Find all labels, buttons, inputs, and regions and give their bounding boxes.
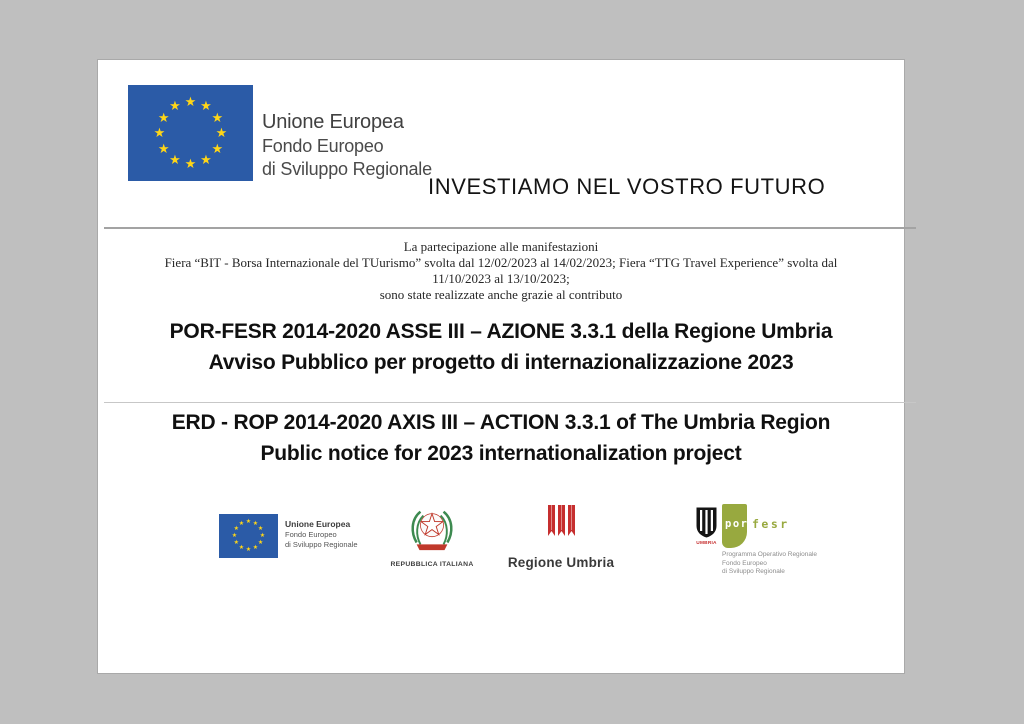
intro-line: sono state realizzate anche grazie al contributo: [379, 287, 623, 302]
eu-star-icon: ★: [252, 544, 259, 551]
footer-porfesr-logo: [696, 504, 861, 590]
document-page: [97, 59, 905, 674]
eu-star-icon: ★: [245, 518, 252, 525]
eu-star-icon: ★: [184, 93, 197, 109]
eu-star-icon: ★: [200, 98, 212, 114]
footer-eu-line1: Unione Europea: [285, 519, 351, 529]
eu-star-icon: ★: [169, 151, 181, 167]
footer-eu-logo: [219, 513, 394, 565]
divider-line-middle: [104, 402, 916, 403]
intro-paragraph: [98, 239, 904, 303]
eu-star-icon: ★: [233, 539, 240, 546]
eu-star-icon: ★: [238, 520, 245, 527]
eu-star-icon: ★: [231, 532, 238, 539]
footer-regione-umbria-logo: [491, 505, 631, 570]
regione-umbria-label: Regione Umbria: [507, 555, 615, 570]
eu-star-icon: ★: [257, 525, 264, 532]
intro-line: La partecipazione alle manifestazioni: [403, 239, 599, 254]
eu-star-icon: ★: [184, 155, 197, 171]
eu-logo-line2: Fondo Europeo: [262, 136, 384, 156]
title-english: [98, 407, 904, 469]
eu-star-icon: ★: [238, 544, 245, 551]
eu-star-icon: ★: [157, 140, 170, 156]
porfesr-wordmark-por: por: [725, 518, 749, 530]
eu-star-icon: ★: [200, 151, 212, 167]
porfesr-caption-line1: Programma Operativo Regionale: [722, 551, 818, 558]
title-english-line1: ERD - ROP 2014-2020 AXIS III – ACTION 3.3.1 of The Umbria Region: [171, 411, 831, 434]
title-italian: [98, 316, 904, 378]
footer-eu-line2: Fondo Europeo: [285, 530, 337, 539]
intro-line: Fiera “BIT - Borsa Internazionale del TUurismo” svolta dal 12/02/2023 al 14/02/2023; Fiera “TTG Travel Experience” svolta dal: [164, 255, 838, 270]
repubblica-emblem-icon: [405, 504, 459, 554]
eu-flag-icon: [128, 85, 253, 181]
intro-line: 11/10/2023 al 13/10/2023;: [432, 271, 570, 286]
repubblica-label: REPUBBLICA ITALIANA: [390, 561, 474, 568]
footer-eu-line3: di Sviluppo Regionale: [285, 540, 358, 549]
title-english-line2: Public notice for 2023 internationalization project: [260, 442, 742, 465]
eu-logo-line1: Unione Europea: [262, 111, 404, 133]
porfesr-umbria-label: UMBRIA: [696, 541, 717, 546]
eu-star-icon: ★: [233, 525, 240, 532]
porfesr-caption: [722, 551, 817, 577]
porfesr-wordmark-fesr: fesr: [752, 517, 790, 531]
umbria-gonfalone-icon: [548, 505, 575, 543]
porfesr-caption-line2: Fondo Europeo: [722, 559, 767, 567]
eu-logo-line3: di Sviluppo Regionale: [262, 159, 432, 179]
footer-repubblica-logo: [390, 504, 474, 568]
eu-star-icon: ★: [257, 539, 264, 546]
motto-text: INVESTIAMO NEL VOSTRO FUTURO: [428, 174, 826, 199]
eu-star-icon: ★: [211, 109, 224, 125]
eu-star-icon: ★: [157, 109, 170, 125]
title-italian-line2: Avviso Pubblico per progetto di internazionalizzazione 2023: [208, 351, 794, 374]
footer-eu-caption: [285, 519, 358, 550]
eu-star-icon: ★: [245, 546, 252, 553]
eu-star-icon: ★: [153, 124, 166, 140]
eu-logo-caption: [262, 110, 432, 181]
porfesr-caption-line3: di Sviluppo Regionale: [722, 568, 785, 575]
eu-star-icon: ★: [169, 98, 181, 114]
divider-line-top: [104, 227, 916, 229]
title-italian-line1: POR-FESR 2014-2020 ASSE III – AZIONE 3.3.1 della Regione Umbria: [169, 320, 833, 343]
eu-star-icon: ★: [252, 520, 259, 527]
umbria-shield-icon: [696, 507, 717, 538]
eu-star-icon: ★: [259, 532, 266, 539]
eu-star-icon: ★: [211, 140, 224, 156]
eu-flag-icon: [219, 514, 278, 558]
eu-star-icon: ★: [215, 124, 228, 140]
